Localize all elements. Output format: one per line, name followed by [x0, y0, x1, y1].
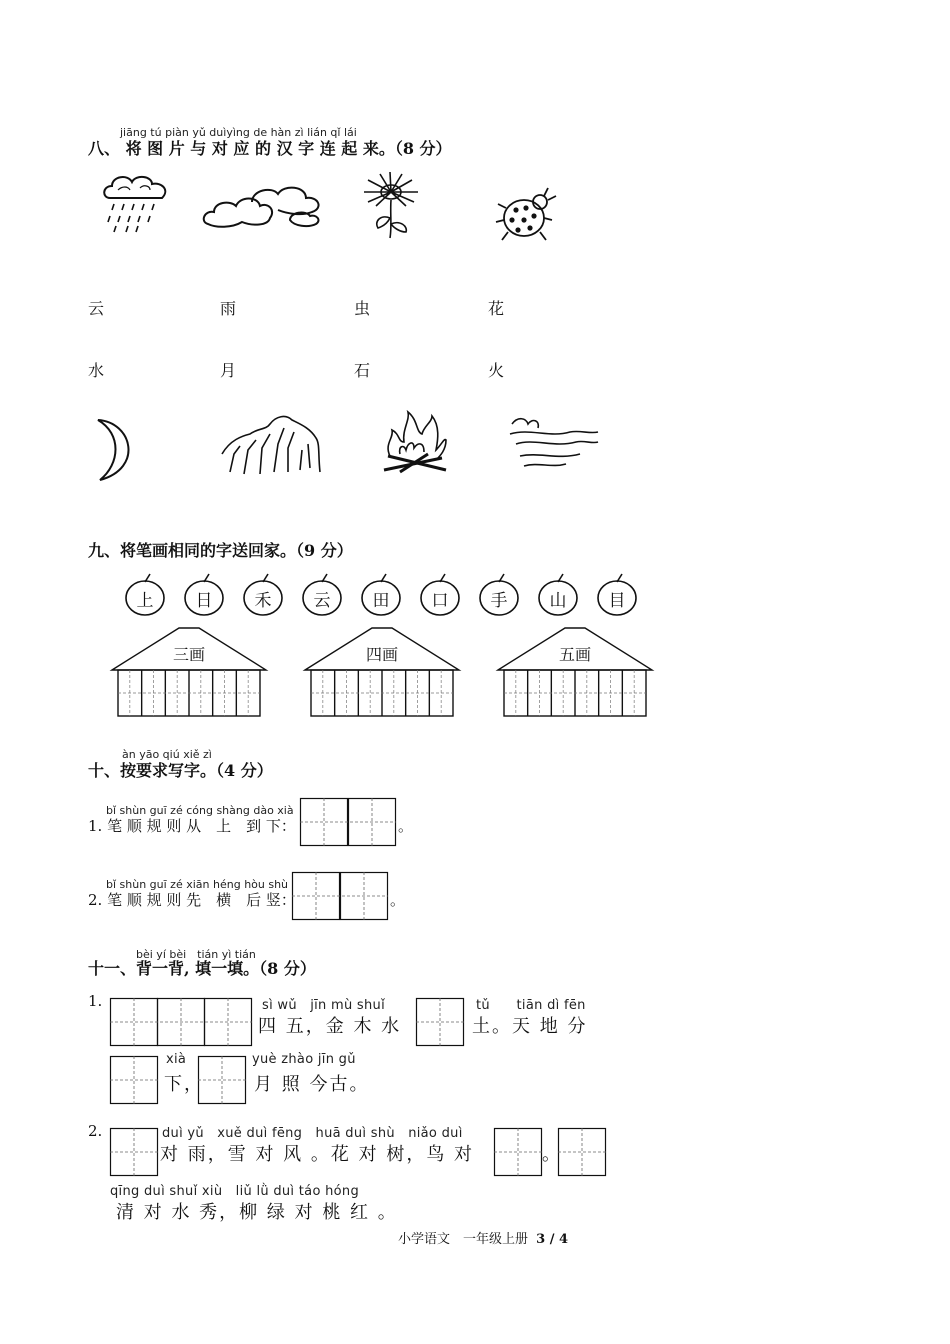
- q2-pinyin: bǐ shùn guī zé xiān héng hòu shù: [106, 878, 289, 891]
- apple-char-8[interactable]: 山: [549, 591, 567, 611]
- flower-icon[interactable]: [360, 170, 422, 240]
- footer-text: 小学语文 一年级上册: [398, 1232, 529, 1247]
- apple-char-2[interactable]: 日: [195, 591, 213, 611]
- q2-writing-grid[interactable]: [292, 872, 388, 920]
- s11-q1-pinyin-a: sì wǔ jīn mù shuǐ: [262, 998, 385, 1013]
- apple-char-5[interactable]: 田: [372, 591, 390, 611]
- section9-title: 九、将笔画相同的字送回家。（9 分）: [88, 541, 353, 560]
- char-huo[interactable]: 火: [488, 361, 505, 380]
- ladybug-icon[interactable]: [496, 186, 558, 244]
- s11-q1-grid-d[interactable]: [198, 1056, 246, 1104]
- section8-pinyin: jiāng tú piàn yǔ duìyìng de hàn zì lián qǐ lái: [120, 126, 357, 139]
- moon-icon[interactable]: [92, 418, 142, 482]
- s11-q2-text-b: 清 对 水 秀，柳 绿 对 桃 红 。: [116, 1202, 398, 1223]
- s11-q2-label: 2.: [88, 1122, 103, 1140]
- water-icon[interactable]: [510, 414, 600, 470]
- section10-pinyin: àn yāo qiú xiě zì: [122, 748, 212, 761]
- q1-pinyin: bǐ shùn guī zé cóng shàng dào xià: [106, 804, 294, 817]
- s11-q1-text-c: 下，: [164, 1074, 204, 1095]
- apple-char-6[interactable]: 口: [431, 591, 449, 611]
- page-number: 3 / 4: [536, 1232, 569, 1247]
- mountain-icon[interactable]: [222, 414, 322, 476]
- q2-text: 2. 笔 顺 规 则 先 横 后 竖：: [88, 891, 296, 909]
- section11-title: 十一、背一背, 填一填。（8 分）: [88, 959, 316, 978]
- q1-end: 。: [398, 817, 414, 835]
- house-label-1: 三画: [172, 645, 205, 664]
- char-yue[interactable]: 月: [220, 361, 237, 380]
- s11-q2-grid-c[interactable]: [558, 1128, 606, 1176]
- char-yun[interactable]: 云: [88, 299, 105, 318]
- s11-q1-pinyin-c: xià: [166, 1052, 187, 1067]
- rain-cloud-icon[interactable]: [100, 172, 172, 234]
- char-yu[interactable]: 雨: [220, 299, 237, 318]
- s11-q1-text-b: 土。天 地 分: [472, 1016, 588, 1037]
- s11-q2-pinyin-a: duì yǔ xuě duì fēng huā duì shù niǎo duì: [162, 1126, 463, 1141]
- char-chong[interactable]: 虫: [354, 299, 371, 318]
- q1-writing-grid[interactable]: [300, 798, 396, 846]
- house-label-3: 五画: [558, 645, 591, 664]
- s11-q1-grid-b[interactable]: [416, 998, 464, 1046]
- section8-title: 八、 将 图 片 与 对 应 的 汉 字 连 起 来。（8 分）: [88, 139, 452, 158]
- char-shui[interactable]: 水: [88, 361, 105, 380]
- s11-q1-text-d: 月 照 今古。: [254, 1074, 370, 1095]
- s11-q2-pinyin-b: qīng duì shuǐ xiù liǔ lǜ duì táo hóng: [110, 1184, 360, 1199]
- fire-icon[interactable]: [380, 410, 450, 474]
- section11-pinyin: bèi yí bèi tián yì tián: [136, 948, 256, 961]
- q1-text: 1. 笔 顺 规 则 从 上 到 下：: [88, 817, 296, 835]
- apple-char-9[interactable]: 目: [608, 591, 626, 611]
- apple-char-1[interactable]: 上: [136, 591, 154, 611]
- section10-title: 十、按要求写字。（4 分）: [88, 761, 273, 780]
- s11-q1-grid-a[interactable]: [110, 998, 252, 1046]
- clouds-icon[interactable]: [202, 184, 324, 232]
- q2-end: 。: [390, 891, 406, 909]
- s11-q1-pinyin-d: yuè zhào jīn gǔ: [252, 1052, 356, 1067]
- house-label-2: 四画: [365, 645, 398, 664]
- s11-q1-grid-c[interactable]: [110, 1056, 158, 1104]
- s11-q1-label: 1.: [88, 992, 103, 1010]
- s11-q2-mid: 。: [542, 1144, 562, 1165]
- apple-char-3[interactable]: 禾: [254, 591, 272, 611]
- char-hua[interactable]: 花: [488, 299, 505, 318]
- s11-q2-text-a: 对 雨，雪 对 风 。花 对 树，鸟 对: [160, 1144, 475, 1165]
- s11-q1-text-a: 四 五，金 木 水: [258, 1016, 402, 1037]
- apple-char-4[interactable]: 云: [313, 591, 331, 611]
- apple-char-7[interactable]: 手: [490, 591, 508, 611]
- footer: [398, 1228, 568, 1247]
- char-shi[interactable]: 石: [354, 361, 371, 380]
- s11-q1-pinyin-b: tǔ tiān dì fēn: [476, 998, 586, 1013]
- s11-q2-grid-b[interactable]: [494, 1128, 542, 1176]
- s11-q2-grid-a[interactable]: [110, 1128, 158, 1176]
